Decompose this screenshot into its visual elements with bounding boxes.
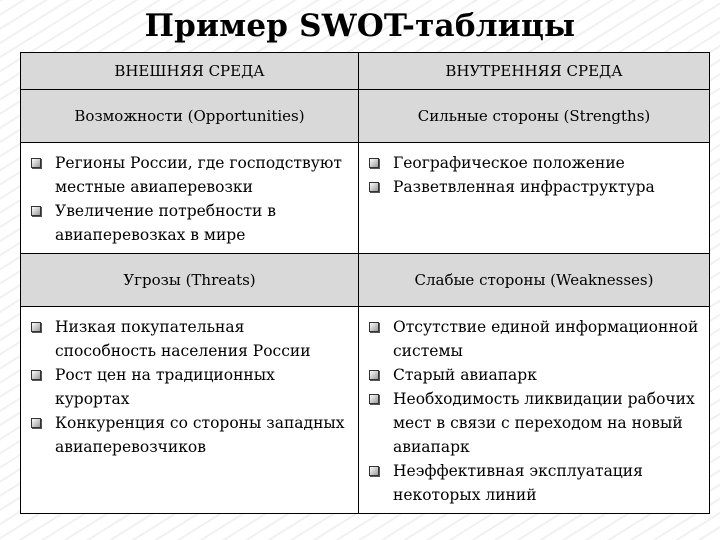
checkbox-bullet-icon <box>31 322 41 332</box>
threats-header: Угрозы (Threats) <box>21 254 359 307</box>
checkbox-bullet-icon <box>31 418 41 428</box>
checkbox-bullet-icon <box>369 394 379 404</box>
checkbox-bullet-icon <box>31 158 41 168</box>
opportunities-cell <box>21 143 359 254</box>
list-item: Рост цен на традиционных курортах <box>31 363 350 411</box>
swot-table <box>20 52 710 514</box>
checkbox-bullet-icon <box>369 158 379 168</box>
weaknesses-cell <box>359 307 710 514</box>
internal-environment-header: ВНУТРЕННЯЯ СРЕДА <box>359 53 710 90</box>
checkbox-bullet-icon <box>31 370 41 380</box>
weaknesses-header: Слабые стороны (Weaknesses) <box>359 254 710 307</box>
external-environment-header: ВНЕШНЯЯ СРЕДА <box>21 53 359 90</box>
list-item: Регионы России, где господствуют местные авиаперевозки <box>31 151 350 199</box>
threats-list <box>31 315 350 459</box>
list-item: Географическое положение <box>369 151 701 175</box>
strengths-list <box>369 151 701 199</box>
opportunities-header: Возможности (Opportunities) <box>21 90 359 143</box>
strengths-cell <box>359 143 710 254</box>
checkbox-bullet-icon <box>369 322 379 332</box>
checkbox-bullet-icon <box>369 466 379 476</box>
list-item: Отсутствие единой информационной системы <box>369 315 701 363</box>
list-item: Низкая покупательная способность населения России <box>31 315 350 363</box>
checkbox-bullet-icon <box>31 206 41 216</box>
opportunities-list <box>31 151 350 247</box>
checkbox-bullet-icon <box>369 370 379 380</box>
list-item: Конкуренция со стороны западных авиаперевозчиков <box>31 411 350 459</box>
strengths-header: Сильные стороны (Strengths) <box>359 90 710 143</box>
weaknesses-list <box>369 315 701 507</box>
list-item: Увеличение потребности в авиаперевозках в мире <box>31 199 350 247</box>
list-item: Старый авиапарк <box>369 363 701 387</box>
list-item: Разветвленная инфраструктура <box>369 175 701 199</box>
list-item: Неэффективная эксплуатация некоторых линий <box>369 459 701 507</box>
checkbox-bullet-icon <box>369 182 379 192</box>
threats-cell <box>21 307 359 514</box>
list-item: Необходимость ликвидации рабочих мест в связи с переходом на новый авиапарк <box>369 387 701 459</box>
page-title: Пример SWOT-таблицы <box>144 8 576 44</box>
